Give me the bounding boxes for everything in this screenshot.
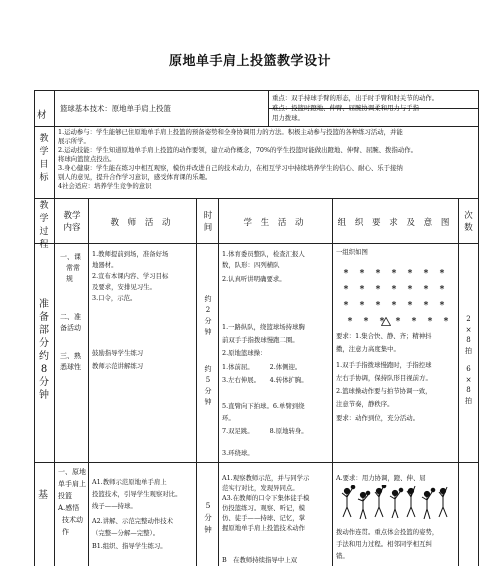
difficulty: 难点：投篮时蹬地、伸臂、屈腕协调柔和用力与手指: [272, 104, 419, 112]
basic-time: 5 分 钟: [204, 501, 212, 534]
process-label: 教 学 过 程: [39, 201, 49, 250]
count-header: 次 数: [464, 211, 473, 233]
prep-time-2: 约 5 分 钟: [204, 365, 212, 406]
organization-header: 组 织 要 求 及 意 图: [337, 218, 453, 228]
key-point: 重点：双手持球手臂的形态，出手时手臂和肘关节的动作。: [272, 94, 439, 102]
formation-row-1: * * * * * * *: [343, 269, 445, 279]
formation-row-3: * * * * * * *: [343, 301, 445, 311]
basic-org-requirement: A.要求：用力协调，蹬、伸、屈: [336, 474, 426, 482]
prep-label: 准 备 部 分 约 8 分 钟: [39, 299, 49, 401]
basic-label: 基: [38, 490, 48, 501]
content-header: 教学 内容: [63, 211, 81, 233]
goals-label: 教 学 目 标: [39, 134, 49, 183]
page-title: 原地单手肩上投篮教学设计: [168, 54, 331, 69]
material-content: 篮球基本技术：原地单手肩上投篮: [60, 104, 171, 113]
teacher-header: 教 师 活 动: [110, 218, 174, 228]
prep-count: 2 × 8 拍 6 × 8 拍: [465, 315, 472, 405]
org-title: 一组织如图: [336, 248, 368, 256]
formation-row-2: * * * * * * *: [343, 285, 445, 295]
prep-time-1: 约 2 分 钟: [204, 295, 212, 336]
shooting-figures-illustration: [336, 485, 456, 527]
student-header: 学 生 活 动: [243, 218, 307, 228]
material-label: 材: [37, 110, 47, 121]
formation-row-4: * * * * * * *: [347, 317, 449, 327]
time-header: 时 间: [203, 211, 213, 233]
difficulty-continued: 用力拨球。: [272, 114, 304, 122]
teacher-triangle-icon: [381, 317, 391, 326]
